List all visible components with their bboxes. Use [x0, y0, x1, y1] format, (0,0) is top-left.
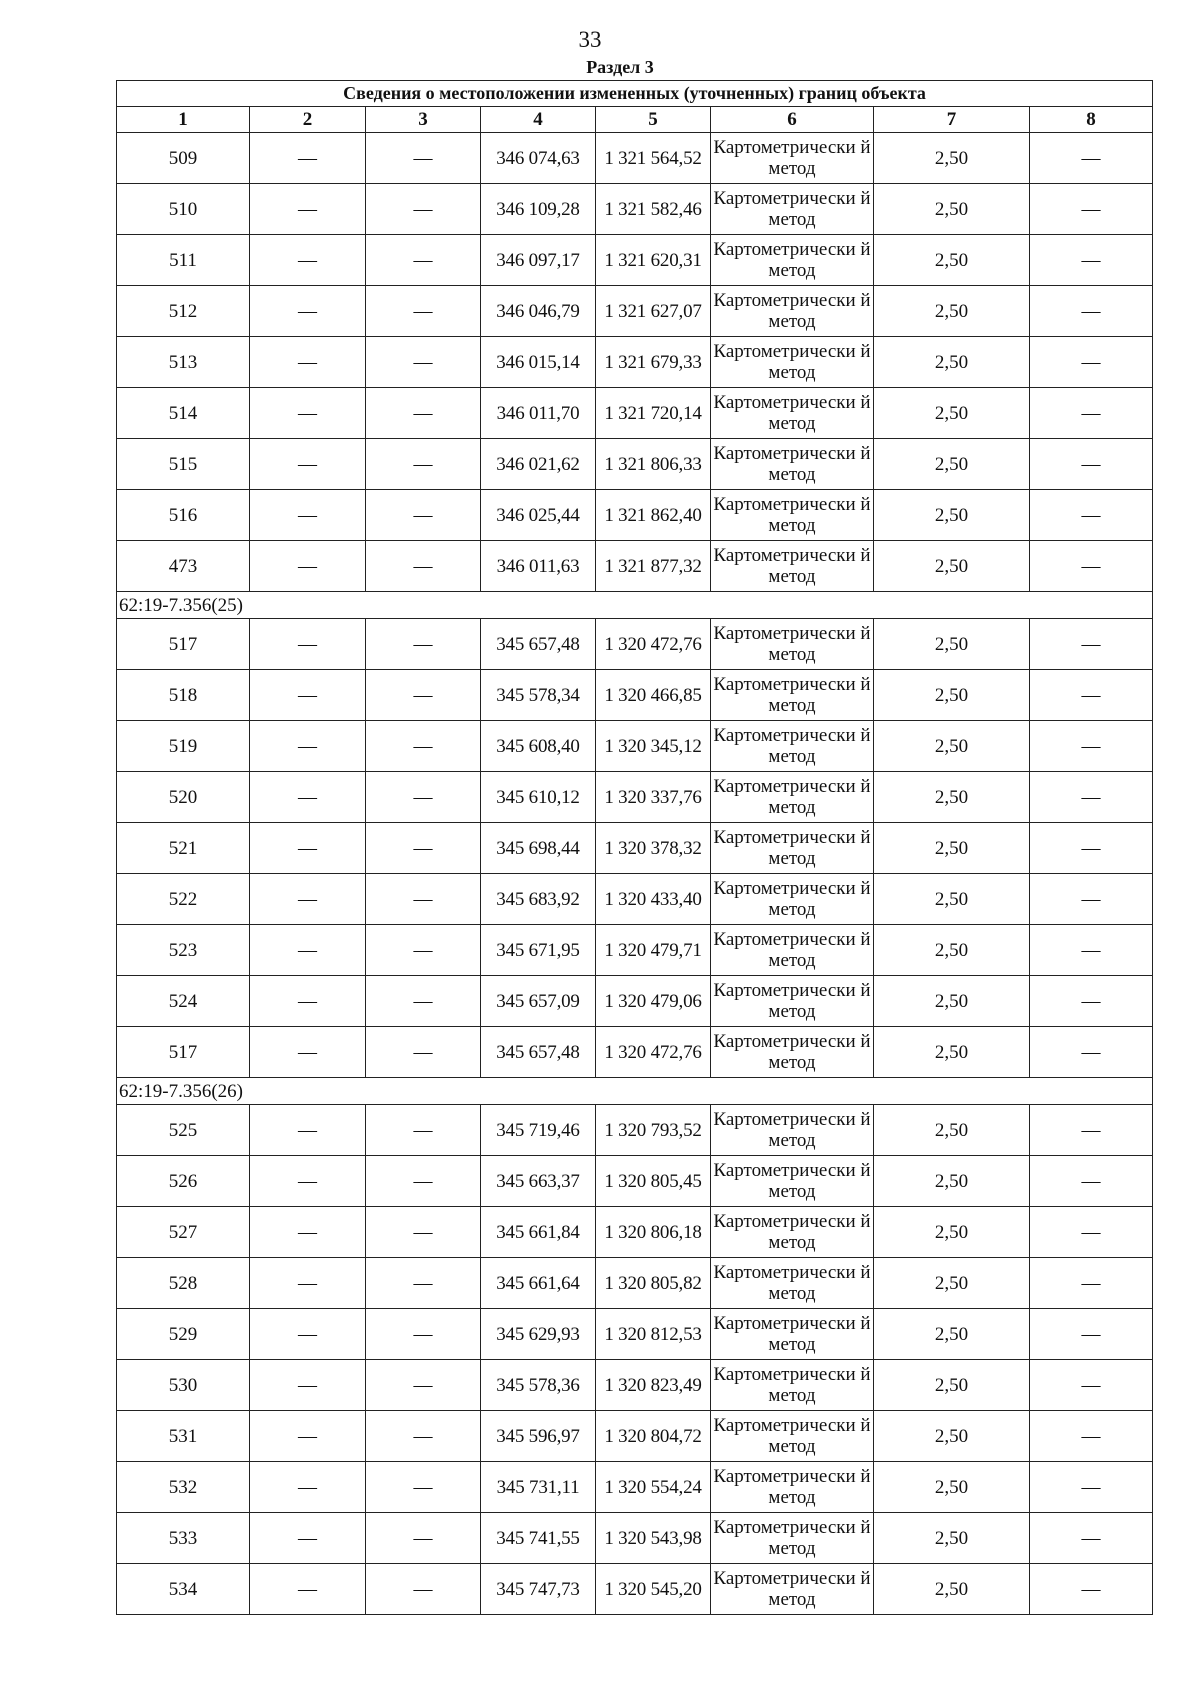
method-cell: Картометрически й метод: [711, 874, 874, 925]
table-row: [117, 541, 1153, 592]
x-coordinate-cell: 345 663,37: [481, 1156, 596, 1207]
y-coordinate-cell: 1 320 823,49: [596, 1360, 711, 1411]
x-coordinate-cell: 346 021,62: [481, 439, 596, 490]
col3-cell: —: [366, 439, 481, 490]
col8-cell: —: [1030, 184, 1153, 235]
col2-cell: —: [250, 184, 366, 235]
accuracy-cell: 2,50: [874, 235, 1030, 286]
table-row: [117, 184, 1153, 235]
col3-cell: —: [366, 1513, 481, 1564]
y-coordinate-cell: 1 321 720,14: [596, 388, 711, 439]
y-coordinate-cell: 1 320 554,24: [596, 1462, 711, 1513]
method-cell: Картометрически й метод: [711, 1207, 874, 1258]
col2-cell: —: [250, 1156, 366, 1207]
accuracy-cell: 2,50: [874, 337, 1030, 388]
accuracy-cell: 2,50: [874, 1462, 1030, 1513]
col8-cell: —: [1030, 286, 1153, 337]
accuracy-cell: 2,50: [874, 874, 1030, 925]
x-coordinate-cell: 345 698,44: [481, 823, 596, 874]
y-coordinate-cell: 1 320 466,85: [596, 670, 711, 721]
col8-cell: —: [1030, 439, 1153, 490]
x-coordinate-cell: 345 596,97: [481, 1411, 596, 1462]
col2-cell: —: [250, 1564, 366, 1615]
point-number-cell: 513: [117, 337, 250, 388]
col3-cell: —: [366, 874, 481, 925]
method-cell: Картометрически й метод: [711, 1462, 874, 1513]
method-cell: Картометрически й метод: [711, 235, 874, 286]
point-number-cell: 515: [117, 439, 250, 490]
col3-cell: —: [366, 1027, 481, 1078]
y-coordinate-cell: 1 320 479,06: [596, 976, 711, 1027]
table-row: [117, 286, 1153, 337]
method-cell: Картометрически й метод: [711, 1156, 874, 1207]
point-number-cell: 509: [117, 133, 250, 184]
y-coordinate-cell: 1 321 862,40: [596, 490, 711, 541]
point-number-cell: 522: [117, 874, 250, 925]
method-cell: Картометрически й метод: [711, 1105, 874, 1156]
col2-cell: —: [250, 490, 366, 541]
y-coordinate-cell: 1 320 793,52: [596, 1105, 711, 1156]
x-coordinate-cell: 346 074,63: [481, 133, 596, 184]
x-coordinate-cell: 345 578,36: [481, 1360, 596, 1411]
y-coordinate-cell: 1 320 804,72: [596, 1411, 711, 1462]
accuracy-cell: 2,50: [874, 619, 1030, 670]
col2-cell: —: [250, 925, 366, 976]
y-coordinate-cell: 1 321 679,33: [596, 337, 711, 388]
y-coordinate-cell: 1 320 472,76: [596, 1027, 711, 1078]
method-cell: Картометрически й метод: [711, 490, 874, 541]
col3-cell: —: [366, 1105, 481, 1156]
accuracy-cell: 2,50: [874, 721, 1030, 772]
method-cell: Картометрически й метод: [711, 925, 874, 976]
col8-cell: —: [1030, 976, 1153, 1027]
point-number-cell: 525: [117, 1105, 250, 1156]
col8-cell: —: [1030, 1564, 1153, 1615]
group-label: 62:19-7.356(26): [117, 1078, 1153, 1105]
accuracy-cell: 2,50: [874, 490, 1030, 541]
table-row: [117, 772, 1153, 823]
col3-cell: —: [366, 184, 481, 235]
table-row: [117, 133, 1153, 184]
col2-cell: —: [250, 1027, 366, 1078]
table-row: [117, 1411, 1153, 1462]
x-coordinate-cell: 346 011,63: [481, 541, 596, 592]
y-coordinate-cell: 1 320 805,82: [596, 1258, 711, 1309]
x-coordinate-cell: 345 578,34: [481, 670, 596, 721]
group-row: [117, 1078, 1153, 1105]
point-number-cell: 519: [117, 721, 250, 772]
method-cell: Картометрически й метод: [711, 823, 874, 874]
accuracy-cell: 2,50: [874, 1156, 1030, 1207]
column-header: 4: [481, 107, 596, 133]
col2-cell: —: [250, 286, 366, 337]
col3-cell: —: [366, 1564, 481, 1615]
x-coordinate-cell: 345 683,92: [481, 874, 596, 925]
col8-cell: —: [1030, 1156, 1153, 1207]
col3-cell: —: [366, 772, 481, 823]
col3-cell: —: [366, 286, 481, 337]
col2-cell: —: [250, 1309, 366, 1360]
y-coordinate-cell: 1 320 337,76: [596, 772, 711, 823]
y-coordinate-cell: 1 320 378,32: [596, 823, 711, 874]
point-number-cell: 532: [117, 1462, 250, 1513]
col3-cell: —: [366, 1156, 481, 1207]
accuracy-cell: 2,50: [874, 133, 1030, 184]
point-number-cell: 534: [117, 1564, 250, 1615]
method-cell: Картометрически й метод: [711, 976, 874, 1027]
col8-cell: —: [1030, 925, 1153, 976]
col8-cell: —: [1030, 133, 1153, 184]
x-coordinate-cell: 345 747,73: [481, 1564, 596, 1615]
y-coordinate-cell: 1 320 479,71: [596, 925, 711, 976]
col3-cell: —: [366, 1258, 481, 1309]
table-row: [117, 1462, 1153, 1513]
accuracy-cell: 2,50: [874, 976, 1030, 1027]
group-row: [117, 592, 1153, 619]
point-number-cell: 512: [117, 286, 250, 337]
col3-cell: —: [366, 541, 481, 592]
col2-cell: —: [250, 823, 366, 874]
col8-cell: —: [1030, 1513, 1153, 1564]
col2-cell: —: [250, 337, 366, 388]
column-header: 7: [874, 107, 1030, 133]
accuracy-cell: 2,50: [874, 925, 1030, 976]
col8-cell: —: [1030, 1027, 1153, 1078]
table-title: Сведения о местоположении измененных (уточненных) границ объекта: [117, 81, 1153, 107]
point-number-cell: 510: [117, 184, 250, 235]
point-number-cell: 523: [117, 925, 250, 976]
accuracy-cell: 2,50: [874, 541, 1030, 592]
col8-cell: —: [1030, 1411, 1153, 1462]
col3-cell: —: [366, 235, 481, 286]
point-number-cell: 520: [117, 772, 250, 823]
col8-cell: —: [1030, 337, 1153, 388]
accuracy-cell: 2,50: [874, 1513, 1030, 1564]
method-cell: Картометрически й метод: [711, 439, 874, 490]
y-coordinate-cell: 1 320 472,76: [596, 619, 711, 670]
col3-cell: —: [366, 721, 481, 772]
col2-cell: —: [250, 670, 366, 721]
section-title: Раздел 3: [586, 57, 654, 77]
x-coordinate-cell: 345 661,64: [481, 1258, 596, 1309]
x-coordinate-cell: 345 608,40: [481, 721, 596, 772]
col2-cell: —: [250, 388, 366, 439]
y-coordinate-cell: 1 321 620,31: [596, 235, 711, 286]
col8-cell: —: [1030, 721, 1153, 772]
method-cell: Картометрически й метод: [711, 1564, 874, 1615]
col2-cell: —: [250, 1105, 366, 1156]
table-row: [117, 1105, 1153, 1156]
x-coordinate-cell: 345 657,48: [481, 619, 596, 670]
column-header: 2: [250, 107, 366, 133]
col8-cell: —: [1030, 619, 1153, 670]
table-row: [117, 1258, 1153, 1309]
table-row: [117, 439, 1153, 490]
method-cell: Картометрически й метод: [711, 133, 874, 184]
point-number-cell: 528: [117, 1258, 250, 1309]
method-cell: Картометрически й метод: [711, 388, 874, 439]
group-label: 62:19-7.356(25): [117, 592, 1153, 619]
col3-cell: —: [366, 619, 481, 670]
method-cell: Картометрически й метод: [711, 1309, 874, 1360]
method-cell: Картометрически й метод: [711, 337, 874, 388]
col8-cell: —: [1030, 1309, 1153, 1360]
x-coordinate-cell: 345 731,11: [481, 1462, 596, 1513]
col2-cell: —: [250, 1513, 366, 1564]
y-coordinate-cell: 1 321 877,32: [596, 541, 711, 592]
table-body: [117, 81, 1153, 1615]
accuracy-cell: 2,50: [874, 772, 1030, 823]
col2-cell: —: [250, 235, 366, 286]
col2-cell: —: [250, 541, 366, 592]
col8-cell: —: [1030, 823, 1153, 874]
method-cell: Картометрически й метод: [711, 772, 874, 823]
y-coordinate-cell: 1 321 806,33: [596, 439, 711, 490]
col8-cell: —: [1030, 1258, 1153, 1309]
col2-cell: —: [250, 1207, 366, 1258]
table-row: [117, 1360, 1153, 1411]
table-row: [117, 1207, 1153, 1258]
accuracy-cell: 2,50: [874, 1564, 1030, 1615]
accuracy-cell: 2,50: [874, 1258, 1030, 1309]
col8-cell: —: [1030, 388, 1153, 439]
page-number: 33: [578, 27, 602, 52]
method-cell: Картометрически й метод: [711, 286, 874, 337]
column-header: 8: [1030, 107, 1153, 133]
col2-cell: —: [250, 772, 366, 823]
accuracy-cell: 2,50: [874, 1411, 1030, 1462]
method-cell: Картометрически й метод: [711, 721, 874, 772]
col2-cell: —: [250, 1462, 366, 1513]
x-coordinate-cell: 345 741,55: [481, 1513, 596, 1564]
x-coordinate-cell: 346 097,17: [481, 235, 596, 286]
point-number-cell: 517: [117, 1027, 250, 1078]
x-coordinate-cell: 346 011,70: [481, 388, 596, 439]
y-coordinate-cell: 1 320 545,20: [596, 1564, 711, 1615]
table-row: [117, 1513, 1153, 1564]
method-cell: Картометрически й метод: [711, 1027, 874, 1078]
point-number-cell: 530: [117, 1360, 250, 1411]
y-coordinate-cell: 1 320 345,12: [596, 721, 711, 772]
col3-cell: —: [366, 133, 481, 184]
table-row: [117, 1156, 1153, 1207]
boundary-coordinates-table: [116, 80, 1153, 1615]
col8-cell: —: [1030, 1105, 1153, 1156]
x-coordinate-cell: 346 015,14: [481, 337, 596, 388]
x-coordinate-cell: 345 671,95: [481, 925, 596, 976]
col3-cell: —: [366, 490, 481, 541]
col2-cell: —: [250, 619, 366, 670]
col3-cell: —: [366, 337, 481, 388]
accuracy-cell: 2,50: [874, 439, 1030, 490]
column-header: 5: [596, 107, 711, 133]
table-row: [117, 925, 1153, 976]
point-number-cell: 533: [117, 1513, 250, 1564]
x-coordinate-cell: 345 657,09: [481, 976, 596, 1027]
col2-cell: —: [250, 1411, 366, 1462]
table-row: [117, 670, 1153, 721]
accuracy-cell: 2,50: [874, 1360, 1030, 1411]
column-header: 6: [711, 107, 874, 133]
point-number-cell: 521: [117, 823, 250, 874]
x-coordinate-cell: 346 025,44: [481, 490, 596, 541]
col2-cell: —: [250, 1258, 366, 1309]
col2-cell: —: [250, 976, 366, 1027]
y-coordinate-cell: 1 320 543,98: [596, 1513, 711, 1564]
col8-cell: —: [1030, 1207, 1153, 1258]
accuracy-cell: 2,50: [874, 184, 1030, 235]
table-row: [117, 490, 1153, 541]
x-coordinate-cell: 345 610,12: [481, 772, 596, 823]
x-coordinate-cell: 346 109,28: [481, 184, 596, 235]
accuracy-cell: 2,50: [874, 1309, 1030, 1360]
table-row: [117, 721, 1153, 772]
col3-cell: —: [366, 1309, 481, 1360]
y-coordinate-cell: 1 320 805,45: [596, 1156, 711, 1207]
col8-cell: —: [1030, 541, 1153, 592]
table-row: [117, 337, 1153, 388]
col3-cell: —: [366, 670, 481, 721]
table-row: [117, 388, 1153, 439]
x-coordinate-cell: 345 657,48: [481, 1027, 596, 1078]
point-number-cell: 514: [117, 388, 250, 439]
table-row: [117, 1309, 1153, 1360]
column-header-row: [117, 107, 1153, 133]
col2-cell: —: [250, 133, 366, 184]
col8-cell: —: [1030, 490, 1153, 541]
x-coordinate-cell: 346 046,79: [481, 286, 596, 337]
accuracy-cell: 2,50: [874, 388, 1030, 439]
col8-cell: —: [1030, 1462, 1153, 1513]
y-coordinate-cell: 1 321 582,46: [596, 184, 711, 235]
col3-cell: —: [366, 1360, 481, 1411]
col3-cell: —: [366, 976, 481, 1027]
table-row: [117, 823, 1153, 874]
method-cell: Картометрически й метод: [711, 184, 874, 235]
point-number-cell: 529: [117, 1309, 250, 1360]
accuracy-cell: 2,50: [874, 670, 1030, 721]
point-number-cell: 517: [117, 619, 250, 670]
col8-cell: —: [1030, 670, 1153, 721]
point-number-cell: 516: [117, 490, 250, 541]
col3-cell: —: [366, 1411, 481, 1462]
col2-cell: —: [250, 721, 366, 772]
point-number-cell: 518: [117, 670, 250, 721]
method-cell: Картометрически й метод: [711, 619, 874, 670]
col2-cell: —: [250, 439, 366, 490]
col2-cell: —: [250, 1360, 366, 1411]
method-cell: Картометрически й метод: [711, 1360, 874, 1411]
table-row: [117, 235, 1153, 286]
method-cell: Картометрически й метод: [711, 1411, 874, 1462]
method-cell: Картометрически й метод: [711, 1258, 874, 1309]
y-coordinate-cell: 1 320 433,40: [596, 874, 711, 925]
point-number-cell: 511: [117, 235, 250, 286]
y-coordinate-cell: 1 321 627,07: [596, 286, 711, 337]
method-cell: Картометрически й метод: [711, 541, 874, 592]
table-title-row: [117, 81, 1153, 107]
y-coordinate-cell: 1 320 812,53: [596, 1309, 711, 1360]
col3-cell: —: [366, 1462, 481, 1513]
accuracy-cell: 2,50: [874, 1027, 1030, 1078]
table-row: [117, 619, 1153, 670]
method-cell: Картометрически й метод: [711, 1513, 874, 1564]
x-coordinate-cell: 345 661,84: [481, 1207, 596, 1258]
x-coordinate-cell: 345 629,93: [481, 1309, 596, 1360]
accuracy-cell: 2,50: [874, 1207, 1030, 1258]
point-number-cell: 473: [117, 541, 250, 592]
method-cell: Картометрически й метод: [711, 670, 874, 721]
table-row: [117, 874, 1153, 925]
y-coordinate-cell: 1 321 564,52: [596, 133, 711, 184]
table-row: [117, 1027, 1153, 1078]
col8-cell: —: [1030, 772, 1153, 823]
point-number-cell: 527: [117, 1207, 250, 1258]
table-row: [117, 1564, 1153, 1615]
accuracy-cell: 2,50: [874, 823, 1030, 874]
point-number-cell: 526: [117, 1156, 250, 1207]
y-coordinate-cell: 1 320 806,18: [596, 1207, 711, 1258]
col3-cell: —: [366, 1207, 481, 1258]
x-coordinate-cell: 345 719,46: [481, 1105, 596, 1156]
table-row: [117, 976, 1153, 1027]
col3-cell: —: [366, 823, 481, 874]
point-number-cell: 531: [117, 1411, 250, 1462]
col8-cell: —: [1030, 1360, 1153, 1411]
accuracy-cell: 2,50: [874, 1105, 1030, 1156]
col8-cell: —: [1030, 235, 1153, 286]
col8-cell: —: [1030, 874, 1153, 925]
accuracy-cell: 2,50: [874, 286, 1030, 337]
column-header: 3: [366, 107, 481, 133]
col3-cell: —: [366, 925, 481, 976]
col2-cell: —: [250, 874, 366, 925]
col3-cell: —: [366, 388, 481, 439]
column-header: 1: [117, 107, 250, 133]
point-number-cell: 524: [117, 976, 250, 1027]
